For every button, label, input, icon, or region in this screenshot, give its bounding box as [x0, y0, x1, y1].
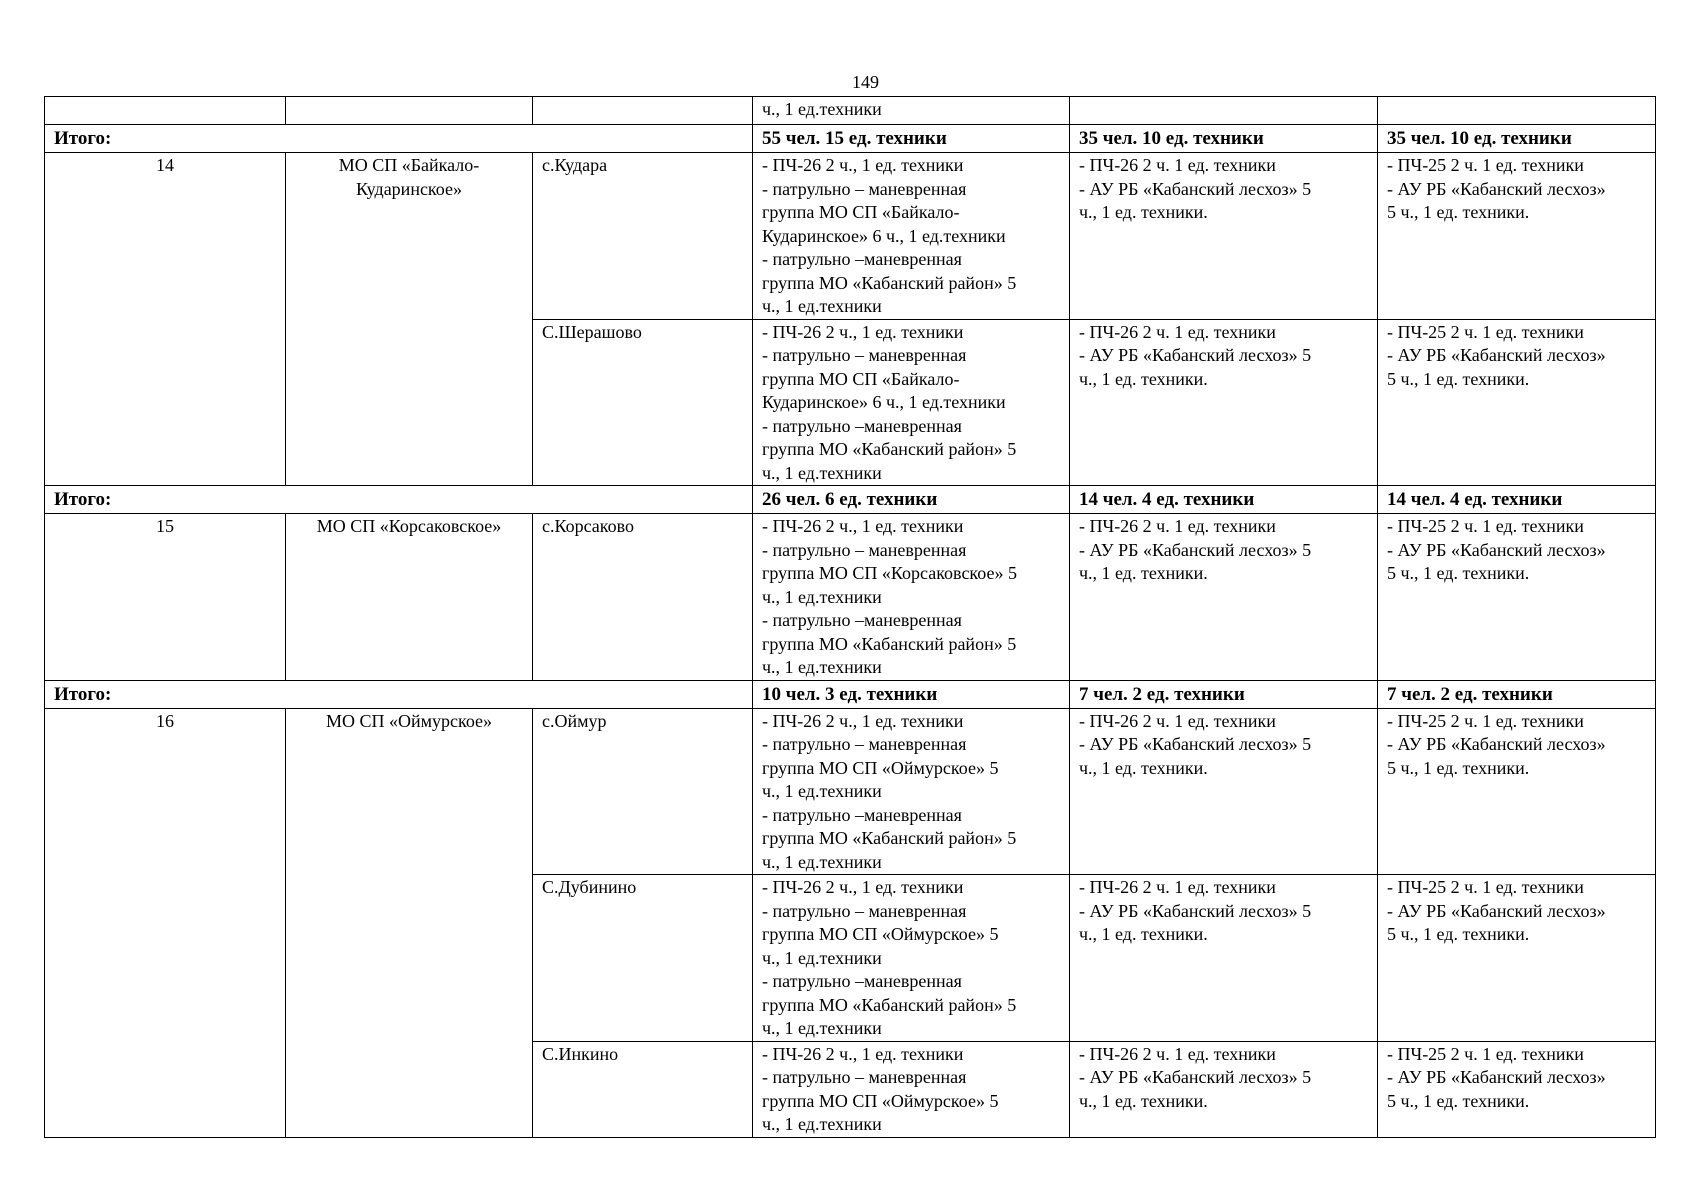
cell-plan: [753, 875, 1070, 1042]
cell-line: 5 ч., 1 ед. техники.: [1387, 757, 1530, 778]
cell-line: - патрульно – маневренная: [762, 345, 967, 365]
cell-line: - патрульно – маневренная: [762, 178, 967, 199]
cell-line: - АУ РБ «Кабанский лесхоз» 5: [1079, 178, 1312, 199]
cell-line: - патрульно – маневренная: [762, 539, 967, 560]
municipality: [286, 153, 533, 486]
total-forces-alt: 7 чел. 2 ед. техники: [1378, 680, 1656, 708]
cell-line: - патрульно – маневренная: [762, 734, 967, 754]
settlement: С.Дубинино: [533, 875, 753, 1042]
total-row: [45, 680, 1656, 708]
total-row: [45, 486, 1656, 514]
cell-line: - ПЧ-25 2 ч. 1 ед. техники: [1387, 516, 1584, 536]
cell-line: - ПЧ-25 2 ч. 1 ед. техники: [1387, 321, 1584, 342]
cell-line: МО СП «Оймурское»: [325, 710, 493, 731]
table-row: [45, 97, 1656, 125]
cell-line: ч., 1 ед. техники.: [1079, 924, 1208, 944]
cell-line: группа МО СП «Оймурское» 5: [762, 757, 999, 778]
cell-line: - АУ РБ «Кабанский лесхоз»: [1387, 1067, 1606, 1087]
cell-line: - ПЧ-26 2 ч., 1 ед. техники: [762, 1043, 964, 1064]
cell-line: ч., 1 ед. техники.: [1079, 563, 1208, 583]
cell-plan: [753, 708, 1070, 875]
cell-line: - патрульно –маневренная: [762, 804, 962, 825]
cell-line: - ПЧ-26 2 ч., 1 ед. техники: [762, 155, 964, 175]
settlement: с.Корсаково: [533, 514, 753, 681]
total-forces: 7 чел. 2 ед. техники: [1070, 680, 1378, 708]
cell-line: - АУ РБ «Кабанский лесхоз»: [1387, 178, 1606, 199]
cell-line: МО СП «Корсаковское»: [316, 516, 502, 536]
cell-line: ч., 1 ед. техники.: [1079, 1090, 1208, 1111]
cell-line: - патрульно – маневренная: [762, 900, 967, 921]
cell-line: ч., 1 ед. техники.: [1079, 368, 1208, 389]
cell-line: ч., 1 ед.техники: [762, 586, 882, 607]
cell-line: - ПЧ-26 2 ч. 1 ед. техники: [1079, 155, 1276, 175]
cell-line: - ПЧ-26 2 ч. 1 ед. техники: [1079, 710, 1276, 731]
cell-line: ч., 1 ед.техники: [762, 296, 882, 316]
cell-line: - патрульно –маневренная: [762, 249, 962, 269]
cell-line: ч., 1 ед.техники: [762, 1018, 882, 1038]
page-number: 149: [852, 72, 879, 92]
cell-line: группа МО СП «Оймурское» 5: [762, 1090, 999, 1111]
total-label: Итого:: [45, 125, 753, 153]
total-forces-alt: 35 чел. 10 ед. техники: [1378, 125, 1656, 153]
cell-line: группа МО СП «Оймурское» 5: [762, 924, 999, 944]
cell-line: - АУ РБ «Кабанский лесхоз»: [1387, 900, 1606, 921]
cell-forces-alt: [1378, 97, 1656, 125]
cell-line: - патрульно –маневренная: [762, 415, 962, 436]
cell-line: группа МО «Кабанский район» 5: [762, 439, 1017, 459]
cell-settlement: [533, 97, 753, 125]
total-forces: 35 чел. 10 ед. техники: [1070, 125, 1378, 153]
cell-line: - ПЧ-26 2 ч., 1 ед. техники: [762, 321, 964, 342]
cell-line: Кударинское» 6 ч., 1 ед.техники: [762, 225, 1006, 246]
cell-line: - ПЧ-26 2 ч. 1 ед. техники: [1079, 1043, 1276, 1064]
cell-line: ч., 1 ед.техники: [762, 781, 882, 801]
cell-line: ч., 1 ед.техники: [762, 462, 882, 483]
cell-forces: [1070, 875, 1378, 1042]
cell-plan: [753, 319, 1070, 486]
row-number: 16: [45, 708, 286, 1137]
cell-line: - АУ РБ «Кабанский лесхоз» 5: [1079, 539, 1312, 560]
total-plan: 10 чел. 3 ед. техники: [753, 680, 1070, 708]
cell-line: - ПЧ-25 2 ч. 1 ед. техники: [1387, 1043, 1584, 1064]
cell-plan: [753, 1041, 1070, 1137]
settlement: С.Шерашово: [533, 319, 753, 486]
cell-line: ч., 1 ед.техники: [762, 99, 882, 119]
cell-line: - патрульно – маневренная: [762, 1067, 967, 1087]
cell-line: - АУ РБ «Кабанский лесхоз»: [1387, 734, 1606, 754]
cell-line: - АУ РБ «Кабанский лесхоз»: [1387, 539, 1606, 560]
cell-line: группа МО «Кабанский район» 5: [762, 272, 1017, 293]
cell-line: Кударинское» 6 ч., 1 ед.техники: [762, 392, 1006, 412]
cell-line: - патрульно –маневренная: [762, 971, 962, 991]
cell-line: - ПЧ-25 2 ч. 1 ед. техники: [1387, 877, 1584, 897]
cell-plan: [753, 153, 1070, 320]
table-row: [45, 708, 1656, 875]
municipality: [286, 708, 533, 1137]
cell-forces: [1070, 153, 1378, 320]
cell-line: - ПЧ-26 2 ч. 1 ед. техники: [1079, 516, 1276, 536]
cell-line: группа МО «Кабанский район» 5: [762, 828, 1017, 848]
cell-line: ч., 1 ед. техники.: [1079, 757, 1208, 778]
cell-forces-alt: [1378, 319, 1656, 486]
forces-table: [44, 96, 1656, 1138]
cell-line: 5 ч., 1 ед. техники.: [1387, 563, 1530, 583]
cell-forces-alt: [1378, 514, 1656, 681]
cell-line: 5 ч., 1 ед. техники.: [1387, 924, 1530, 944]
municipality: [286, 514, 533, 681]
cell-line: - АУ РБ «Кабанский лесхоз» 5: [1079, 900, 1312, 921]
cell-line: - ПЧ-26 2 ч., 1 ед. техники: [762, 710, 964, 731]
total-forces: 14 чел. 4 ед. техники: [1070, 486, 1378, 514]
total-plan: 26 чел. 6 ед. техники: [753, 486, 1070, 514]
cell-line: - АУ РБ «Кабанский лесхоз» 5: [1079, 345, 1312, 365]
cell-line: ч., 1 ед. техники.: [1079, 202, 1208, 222]
cell-forces-alt: [1378, 153, 1656, 320]
cell-line: - ПЧ-26 2 ч., 1 ед. техники: [762, 877, 964, 897]
row-number: 14: [45, 153, 286, 486]
cell-line: группа МО «Кабанский район» 5: [762, 633, 1017, 654]
cell-line: - ПЧ-26 2 ч., 1 ед. техники: [762, 516, 964, 536]
table-row: [45, 514, 1656, 681]
total-forces-alt: 14 чел. 4 ед. техники: [1378, 486, 1656, 514]
table-row: [45, 153, 1656, 320]
cell-line: - ПЧ-26 2 ч. 1 ед. техники: [1079, 877, 1276, 897]
cell-forces-alt: [1378, 1041, 1656, 1137]
cell-mo: [286, 97, 533, 125]
cell-line: МО СП «Байкало-: [338, 155, 480, 175]
cell-line: группа МО СП «Байкало-: [762, 368, 960, 389]
cell-plan: [753, 514, 1070, 681]
cell-line: - ПЧ-25 2 ч. 1 ед. техники: [1387, 155, 1584, 175]
cell-line: 5 ч., 1 ед. техники.: [1387, 202, 1530, 222]
cell-forces-alt: [1378, 708, 1656, 875]
cell-line: - АУ РБ «Кабанский лесхоз»: [1387, 345, 1606, 365]
cell-line: - ПЧ-26 2 ч. 1 ед. техники: [1079, 321, 1276, 342]
cell-line: ч., 1 ед.техники: [762, 1114, 882, 1134]
cell-line: группа МО «Кабанский район» 5: [762, 994, 1017, 1015]
cell-line: группа МО СП «Байкало-: [762, 202, 960, 222]
total-plan: 55 чел. 15 ед. техники: [753, 125, 1070, 153]
cell-forces: [1070, 514, 1378, 681]
cell-line: ч., 1 ед.техники: [762, 657, 882, 677]
cell-forces: [1070, 708, 1378, 875]
cell-line: - АУ РБ «Кабанский лесхоз» 5: [1079, 734, 1312, 754]
cell-line: Кударинское»: [356, 178, 462, 199]
settlement: с.Кудара: [533, 153, 753, 320]
cell-forces: [1070, 97, 1378, 125]
cell-num: [45, 97, 286, 125]
cell-line: ч., 1 ед.техники: [762, 851, 882, 872]
total-row: [45, 125, 1656, 153]
cell-forces: [1070, 1041, 1378, 1137]
cell-line: - ПЧ-25 2 ч. 1 ед. техники: [1387, 710, 1584, 731]
settlement: С.Инкино: [533, 1041, 753, 1137]
cell-line: ч., 1 ед.техники: [762, 947, 882, 968]
cell-forces-alt: [1378, 875, 1656, 1042]
cell-line: - патрульно –маневренная: [762, 610, 962, 630]
cell-line: группа МО СП «Корсаковское» 5: [762, 563, 1017, 583]
cell-forces: [1070, 319, 1378, 486]
row-number: 15: [45, 514, 286, 681]
total-label: Итого:: [45, 680, 753, 708]
total-label: Итого:: [45, 486, 753, 514]
cell-line: 5 ч., 1 ед. техники.: [1387, 1090, 1530, 1111]
cell-line: 5 ч., 1 ед. техники.: [1387, 368, 1530, 389]
settlement: с.Оймур: [533, 708, 753, 875]
cell-plan: [753, 97, 1070, 125]
cell-line: - АУ РБ «Кабанский лесхоз» 5: [1079, 1067, 1312, 1087]
